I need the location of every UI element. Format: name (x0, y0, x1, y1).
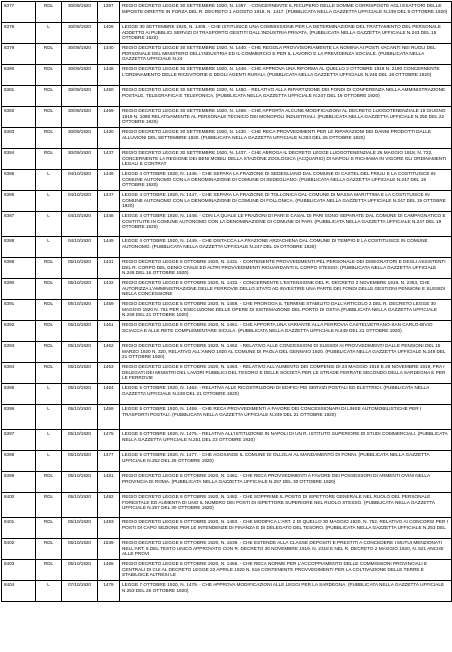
act-number: 1482 (98, 493, 120, 518)
act-number: 1406 (98, 23, 120, 44)
table-row (2, 539, 452, 560)
act-date: 30/09/1920 (62, 107, 98, 128)
act-date: 30/09/1920 (62, 86, 98, 107)
table-row (2, 493, 452, 518)
act-description: REGIO DECRETO LEGGE 5 OTTOBRE 1920, N. 1462. - RELATIVO ALLE CONCESSIONI DI SUSSIDI AI PROVVEDIMENTI DALLE PENSIONI DEL 15 MARZO 1920 N. 320, RELATIVO ALL'ANNO 1920 AL COMUNE DI PAOLA DEL GENNAIO 1920. (PUBBLICATA NELLA GAZZETTA UFFICIALE N.249 DEL 21 OTTOBRE 1920) (120, 342, 452, 363)
act-date: 30/09/1920 (62, 44, 98, 65)
act-number: 1483 (98, 518, 120, 539)
act-description: LEGGE 5 OTTOBRE 1920, N. 1464. - RELATIVA ALLE RICOSTRUZIONI DI EDIFICI PEI SERVIZI POSTALI ED ELETTRICI. (PUBBLICATA NELLA GAZZETTA UFFICIALE N.249 DEL 21 OTTOBRE 1920) (120, 384, 452, 405)
act-type: RDL (36, 518, 62, 539)
act-number: 1469 (98, 107, 120, 128)
act-date: 05/10/1920 (62, 321, 98, 342)
table-row (2, 2, 452, 23)
table-row (2, 384, 452, 405)
row-number: 8392 (2, 321, 36, 342)
act-date: 05/10/1920 (62, 539, 98, 560)
act-description: REGIO DECRETO LEGGE 5 OTTOBRE 1920, N. 1463. - RELATIVO ALL'AUMENTO DEI COMPENSI DI 23 MAGGIO 1919 E 29 NOVEMBRE 1919, FRA I DELEGATI DEI MINISTRI DEL LAVORI PUBBLICI DEL TESORO E DELLE SOCIETÀ PER LE STRADE FERRATE SECONDO DELLA SARDEGNA E PER LE FERROVIE (120, 363, 452, 384)
row-number: 8390 (2, 279, 36, 300)
act-type: L (36, 170, 62, 191)
table-row (2, 405, 452, 430)
act-type: L (36, 237, 62, 258)
row-number: 8402 (2, 539, 36, 560)
act-type: RDL (36, 300, 62, 321)
act-date: 05/10/1920 (62, 560, 98, 581)
act-description: REGIO DECRETO LEGGE 30 SETTEMBRE 1920, N. 1437. - CHE ABROGA IL DECRETO LEGGE LUOGOTENENZIALE 26 MAGGIO 1918, N. 722, CONCERNENTE LA REGIONE DEI BENI MOBILI DELLA STAZIONE ZOOLOGICA (ACQUARIO) DI NAPOLI E RICHIAMA IN VIGORE GLI ORDINAMENTI LEGALI E CONTRAT (120, 149, 452, 170)
act-description: REGIO DECRETO LEGGE 5 OTTOBRE 1920, N. 1432. - CONCERNENTE L'ESTENSIONE DEL R. DECRETO 2 NOVEMBRE 1919, N. 2363, CHE AUTORIZZA L'AMMINISTRAZIONE DELLE FERROVIE DELLO STATO AD INVESTIRE UNA PARTE DEI FONDI DELLE GESTIONI PENSIONI E SUSSIDI NELLA CONCESSIONE (120, 279, 452, 300)
act-date: 04/10/1920 (62, 170, 98, 191)
table-row (2, 560, 452, 581)
table-row (2, 237, 452, 258)
act-type: RDL (36, 560, 62, 581)
act-description: LEGGE 4 OTTOBRE 1920, N. 1448. - CON LA QUALE LE FRAZIONI DI PARI E CASAL DI PARI SONO SEPARATE DAL COMUNE DI CAMPAGNATICO E COSTITUITE IN COMUNE AUTONOMO CON LA DENOMINAZIONE DI COMUNE DI PARI. (PUBBLICATA NELLA GAZZETTA UFFICIALE N.247 DEL 19 OTTOBRE 1920) (120, 212, 452, 237)
act-date: 04/10/1920 (62, 237, 98, 258)
row-number: 8388 (2, 237, 36, 258)
act-type: RDL (36, 44, 62, 65)
act-date: 05/10/1920 (62, 472, 98, 493)
act-type: RDL (36, 342, 62, 363)
act-type: L (36, 581, 62, 602)
act-date: 05/10/1920 (62, 493, 98, 518)
act-type: RDL (36, 128, 62, 149)
act-type: RDL (36, 65, 62, 86)
row-number: 8377 (2, 2, 36, 23)
act-number: 1450 (98, 86, 120, 107)
row-number: 8389 (2, 258, 36, 279)
table-row (2, 107, 452, 128)
act-description: REGIO DECRETO LEGGE 5 OTTOBRE 1920, N. 1539. - CHE ESTENDE ALLA CLASSE DEPOSITI E PRESTITI A CONCEDERE I MUTUI MENZIONATI NELL'ART. 5 DEL TESTO UNICO APPROVATO CON R. DECRETO 30 NOVEMBRE 1919, N. 2318 E NEL R. DECRETO 2 MAGGIO 1920, N. 521 ANCHE ALLE PROVI (120, 539, 452, 560)
act-type: RDL (36, 149, 62, 170)
act-date: 04/10/1920 (62, 212, 98, 237)
table-row (2, 191, 452, 212)
act-description: REGIO DECRETO LEGGE 30 SETTEMBRE 1920, N. 1469. - CHE APPORTA ALCUNE MODIFICAZIONI AL DECRETO LUOGOTENENZIALE 19 GIUGNO 1919 N. 1088 RELATIVAMENTE AL PERSONALE TECNICO DEI MONOPOLI INDUSTRIALI. (PUBBLICATA NELLA GAZZETTA UFFICIALE N.250 DEL 22 OTTOBRE 1920) (120, 107, 452, 128)
act-description: REGIO DECRETO LEGGE 5 OTTOBRE 1920, N. 1459. - CHE PROROGA IL TERMINE STABILITO DALL'ARTICOLO 2 DEL R. DECRETO LEGGE 30 MAGGIO 1920 N. 761 PER L'ESECUZIONE DELLE OPERE DI SISTEMAZIONE DEL PORTO DI OSTIA (PUBBLICATA NELLA GAZZETTA UFFICIALE N.249 DEL 21 OTTOBRE 1920) (120, 300, 452, 321)
row-number: 8404 (2, 581, 36, 602)
act-description: REGIO DECRETO LEGGE 5 OTTOBRE 1920, N. 1483. - CHE MODIFICA L'ART. 2 DI QUELLO 30 MAGGIO 1920, N. 752, RELATIVO AI CONCORSI PER I POSTI DI CAPO SEZIONE PER LE INTENDENZE DI FINANZA E DI DELEGATO DEL TESORO. (PUBBLICATA NELLA GAZZETTA UFFICIALE N.253 DEL (120, 518, 452, 539)
act-description: LEGGE 5 OTTOBRE 1920, N. 1477. - CHE AGGIUNGE IL COMUNE DI OLLOLAI AL MANDAMENTO DI FONNI. (PUBBLICATA NELLA GAZZETTA UFFICIALE N.252 DEL 25 OTTOBRE 1920) (120, 451, 452, 472)
row-number: 8399 (2, 472, 36, 493)
table-row (2, 212, 452, 237)
table-row (2, 279, 452, 300)
act-number: 1437 (98, 149, 120, 170)
row-number: 8385 (2, 170, 36, 191)
row-number: 8383 (2, 128, 36, 149)
act-number: 1446 (98, 170, 120, 191)
act-description: LEGGE 7 OTTOBRE 1920, N. 1479. - CHE APPROVA MODIFICAZIONI ALLE LEGGI PER LA SARDEGNA. (PUBBLICATA NELLA GAZZETTA UFFICIALE N.253 DEL 26 OTTOBRE 1920) (120, 581, 452, 602)
act-number: 1463 (98, 363, 120, 384)
act-description: REGIO DECRETO LEGGE 5 OTTOBRE 1920, N. 1481. - CHE RECA PROVVEDIMENTI A FAVORE DEI POSSESSORI DI ARMENTI OVINI NELLA PROVINCIA DI ROMA. (PUBBLICATA NELLA GAZZETTA UFFICIALE N.257 DEL 30 OTTOBRE 1920) (120, 472, 452, 493)
act-number: 1465 (98, 560, 120, 581)
act-date: 05/10/1920 (62, 279, 98, 300)
act-description: REGIO DECRETO LEGGE 5 OTTOBRE 1920, N. 1431. - CONTENENTE PROVVEDIMENTI PEL PERSONALE DEI DISEGNATORI E DEGLI ASSISTENTI DEL R. CORPO DEL GENIO CIVILE ED ALTRI PROVVEDIMENTI RIGUARDANTI IL CORPO STESSO. (PUBBLICATA NELLA GAZZETTA UFFICIALE N.248 DEL 16 OTTOBRE 1920) (120, 258, 452, 279)
act-number: 1432 (98, 279, 120, 300)
act-date: 30/09/1920 (62, 149, 98, 170)
act-date: 30/09/1920 (62, 2, 98, 23)
act-description: LEGGE 30 SETTEMBRE 1920, N. 1406. - CHE ISTITUISCE UNA COMMISSIONE PER LA DETERMINAZIONE DEL TRATTAMENTO DEL PERSONALE ADDETTO AI PUBBLICI SERVIZI DI TRASPORTO GESTITI DALL'INDUSTRIA PRIVATA. (PUBBLICATA NELLA GAZZETTA UFFICIALE N.243 DEL 15 OTTOBRE 1920) (120, 23, 452, 44)
act-number: 1462 (98, 342, 120, 363)
row-number: 8379 (2, 44, 36, 65)
row-number: 8381 (2, 86, 36, 107)
row-number: 8403 (2, 560, 36, 581)
act-number: 1447 (98, 191, 120, 212)
table-row (2, 363, 452, 384)
act-date: 04/10/1920 (62, 191, 98, 212)
act-number: 1440 (98, 44, 120, 65)
row-number: 8395 (2, 384, 36, 405)
table-row (2, 451, 452, 472)
act-type: RDL (36, 493, 62, 518)
act-description: REGIO DECRETO LEGGE 30 SETTEMBRE 1920, N. 1430. - CHE RECA PROVVEDIMENTI PER LE RIPARAZIONI DEI DANNI PRODOTTI DALLE ALLUVIONI DEL SETTEMBRE 1920. (PUBBLICATA NELLA GAZZETTA UFFICIALE N.253 DEL 26 OTTOBRE 1920) (120, 128, 452, 149)
act-description: REGIO DECRETO LEGGE 30 SETTEMBRE 1920, N. 1448. - CHE APPROVA UNA RIFORMA AL QUELLO 2 OTTOBRE 1919 N. 2190 CONCERNENTE L'ORDINAMENTO DELLE RICEVITORIE E DEGLI AGENTI RURALI. (PUBBLICATA NELLA GAZZETTA UFFICIALE N.246 DEL 19 OTTOBRE 1920) (120, 65, 452, 86)
act-date: 05/10/1920 (62, 300, 98, 321)
act-number: 1448 (98, 212, 120, 237)
row-number: 8382 (2, 107, 36, 128)
act-number: 1477 (98, 451, 120, 472)
act-number: 1539 (98, 539, 120, 560)
act-type: L (36, 405, 62, 430)
act-date: 05/10/1920 (62, 405, 98, 430)
act-description: REGIO DECRETO LEGGE 5 OTTOBRE 1920, N. 1461. - CHE APPORTA UNA VARIANTE ALLA FERROVIA CASTELVETRANO-SAN CARLO-BIVIO SCIACCA E ALLE RETE COMPLEMENTARE SICULA. (PUBBLICATA NELLA GAZZETTA UFFICIALE N.249 DEL 21 OTTOBRE 1920) (120, 321, 452, 342)
act-number: 1479 (98, 581, 120, 602)
row-number: 8400 (2, 493, 36, 518)
table-row (2, 23, 452, 44)
act-description: REGIO DECRETO LEGGE 30 SETTEMBRE 1920, N. 1397. - CONCERNENTE IL RICUPERO DELLE SOMME CORRISPOSTE AGLI ESATTORI DELLE IMPOSTE DIRETTE IN FORZA DEL R. DECRETO 1 AGOSTO 1919, N. 1417. (PUBBLICATA NELLA GAZZETTA UFFICIALE N.239 DEL 9 OTTOBRE 1920) (120, 2, 452, 23)
table-row (2, 170, 452, 191)
row-number: 8401 (2, 518, 36, 539)
act-type: RDL (36, 107, 62, 128)
table-row (2, 65, 452, 86)
act-number: 1430 (98, 128, 120, 149)
act-type: RDL (36, 86, 62, 107)
act-number: 1397 (98, 2, 120, 23)
table-row (2, 518, 452, 539)
table-row (2, 258, 452, 279)
act-date: 05/10/1920 (62, 342, 98, 363)
act-type: L (36, 451, 62, 472)
act-number: 1448 (98, 65, 120, 86)
act-type: L (36, 23, 62, 44)
table-row (2, 430, 452, 451)
act-description: REGIO DECRETO LEGGE 5 OTTOBRE 1920, N. 1465. - CHE RECA NORME PER L'ACCOPPIAMENTO DELLE COMMISSIONI PROVINCIALI E CENTRALI DI CUI AL DECRETO LEGGE 22 APRILE 1920 N. 516 CONTENENTE PROVVEDIMENTI PER LA COLTIVAZIONE DELLE TERRE E STABILISCE ALTRESI LE (120, 560, 452, 581)
act-date: 05/10/1920 (62, 384, 98, 405)
act-type: L (36, 191, 62, 212)
row-number: 8386 (2, 191, 36, 212)
row-number: 8391 (2, 300, 36, 321)
legislation-table (1, 1, 452, 602)
table-body (2, 2, 452, 602)
act-type: RDL (36, 363, 62, 384)
table-row (2, 300, 452, 321)
act-description: REGIO DECRETO LEGGE 30 SETTEMBRE 1920, N. 1440. - CHE REGOLA PROVVISORIAMENTE LA NOMINA AI POSTI VACANTI NEI RUOLI DEL PERSONALE DEL MINISTERO DELL'INDUSTRIA ED IL COMMERCIO E PER IL LAVORO E LA PREVIDENZA SOCIALE. (PUBBLICATA NELLA GAZZETTA UFFICIALE N.24 (120, 44, 452, 65)
act-description: REGIO DECRETO LEGGE 5 OTTOBRE 1920, N. 1482. - CHE SOPPRIME IL POSTO DI ISPETTORE GENERALE NEL RUOLO DEL PERSONALE FORESTALE ED AUMENTA DI UNO IL NUMERO DEI POSTI DI ISPETTORE SUPERIORE NEL RUOLO STESSO. (PUBBLICATA NELLA GAZZETTA UFFICIALE N.257 DEL 30 OTTOBRE 1920) (120, 493, 452, 518)
row-number: 8396 (2, 405, 36, 430)
act-number: 1461 (98, 321, 120, 342)
act-date: 05/10/1920 (62, 430, 98, 451)
table-row (2, 472, 452, 493)
act-description: LEGGE 5 OTTOBRE 1920, N. 1459. - CHE RECA PROVVEDIMENTI A FAVORE DEI CONCESSIONARI DI LINEE AUTOMOBILISTICHE PER I TRASPORTI POSTALI. (PUBBLICATA NELLA GAZZETTA UFFICIALE N.249 DEL 21 OTTOBRE 1920) (120, 405, 452, 430)
act-number: 1431 (98, 258, 120, 279)
table-row (2, 581, 452, 602)
act-description: LEGGE 5 OTTOBRE 1920, N. 1475. - RELATIVA ALL'ISTITUZIONE IN NAPOLI DI UN R. ISTITUTO SUPERIORE DI STUDI COMMERCIALI. (PUBBLICATA NELLA GAZZETTA UFFICIALE N.251 DEL 23 OTTOBRE 1920) (120, 430, 452, 451)
act-type: L (36, 384, 62, 405)
row-number: 8393 (2, 342, 36, 363)
row-number: 8384 (2, 149, 36, 170)
table-row (2, 128, 452, 149)
act-type: RDL (36, 279, 62, 300)
row-number: 8394 (2, 363, 36, 384)
act-description: LEGGE 4 OTTOBRE 1920, N. 1446. - CHE SEPARA LA FRAZIONE DI SEDEGLIANO DAL COMUNE DI CASTEL DEL FRIULI E LA COSTITUISCE IN COMUNE AUTONOMO CON LA DENOMINAZIONE DI COMUNE DI SEDEGLIANO. (PUBBLICATA NELLA GAZZETTA UFFICIALE N.247 DEL 19 OTTOBRE 1920) (120, 170, 452, 191)
act-type: RDL (36, 321, 62, 342)
document-page (1, 1, 451, 651)
table-row (2, 342, 452, 363)
act-type: RDL (36, 2, 62, 23)
act-number: 1449 (98, 237, 120, 258)
row-number: 8397 (2, 430, 36, 451)
table-row (2, 44, 452, 65)
act-date: 05/10/1920 (62, 363, 98, 384)
act-date: 30/09/1920 (62, 23, 98, 44)
act-date: 05/10/1920 (62, 518, 98, 539)
act-type: L (36, 430, 62, 451)
table-row (2, 321, 452, 342)
act-number: 1459 (98, 300, 120, 321)
row-number: 8387 (2, 212, 36, 237)
act-number: 1464 (98, 384, 120, 405)
act-description: LEGGE 4 OTTOBRE 1920, N. 1449. - CHE DISTACCA LA FRAZIONE ARZACHENA DAL COMUNE DI TEMPIO E LA COSTITUISCE IN COMUNE AUTONOMO. (PUBBLICATA NELLA GAZZETTA UFFICIALE N.247 DEL 19 OTTOBRE 1920) (120, 237, 452, 258)
act-number: 1481 (98, 472, 120, 493)
act-date: 05/10/1920 (62, 451, 98, 472)
row-number: 8380 (2, 65, 36, 86)
act-description: LEGGE 4 OTTOBRE 1920, N. 1447. - CHE SEPARA LA FRAZIONE DI TOLLONICA DAL COMUNE DI MASSA MARITTIMA E LA COSTITUISCE IN COMUNE AUTONOMO CON LA DENOMINAZIONE DI COMUNE DI FOLLONICA. (PUBBLICATA NELLA GAZZETTA UFFICIALE N.247 DEL 19 OTTOBRE 1920) (120, 191, 452, 212)
act-date: 30/09/1920 (62, 128, 98, 149)
table-row (2, 86, 452, 107)
act-type: L (36, 212, 62, 237)
act-date: 30/09/1920 (62, 65, 98, 86)
row-number: 8378 (2, 23, 36, 44)
act-type: RDL (36, 472, 62, 493)
act-number: 1459 (98, 405, 120, 430)
act-type: RDL (36, 539, 62, 560)
act-date: 05/10/1920 (62, 258, 98, 279)
row-number: 8398 (2, 451, 36, 472)
act-date: 07/10/1920 (62, 581, 98, 602)
act-number: 1475 (98, 430, 120, 451)
act-type: RDL (36, 258, 62, 279)
act-description: REGIO DECRETO LEGGE 30 SETTEMBRE 1920, N. 1450. - RELATIVO ALLA RIPARTIZIONE DEI FONDI DI CONFERENZA NELLA AMMINISTRAZIONE POSTALE, TELEGRAFICA E TELEFONICA. (PUBBLICATA NELLA GAZZETTA UFFICIALE N.247 DEL 19 OTTOBRE 1920) (120, 86, 452, 107)
table-row (2, 149, 452, 170)
